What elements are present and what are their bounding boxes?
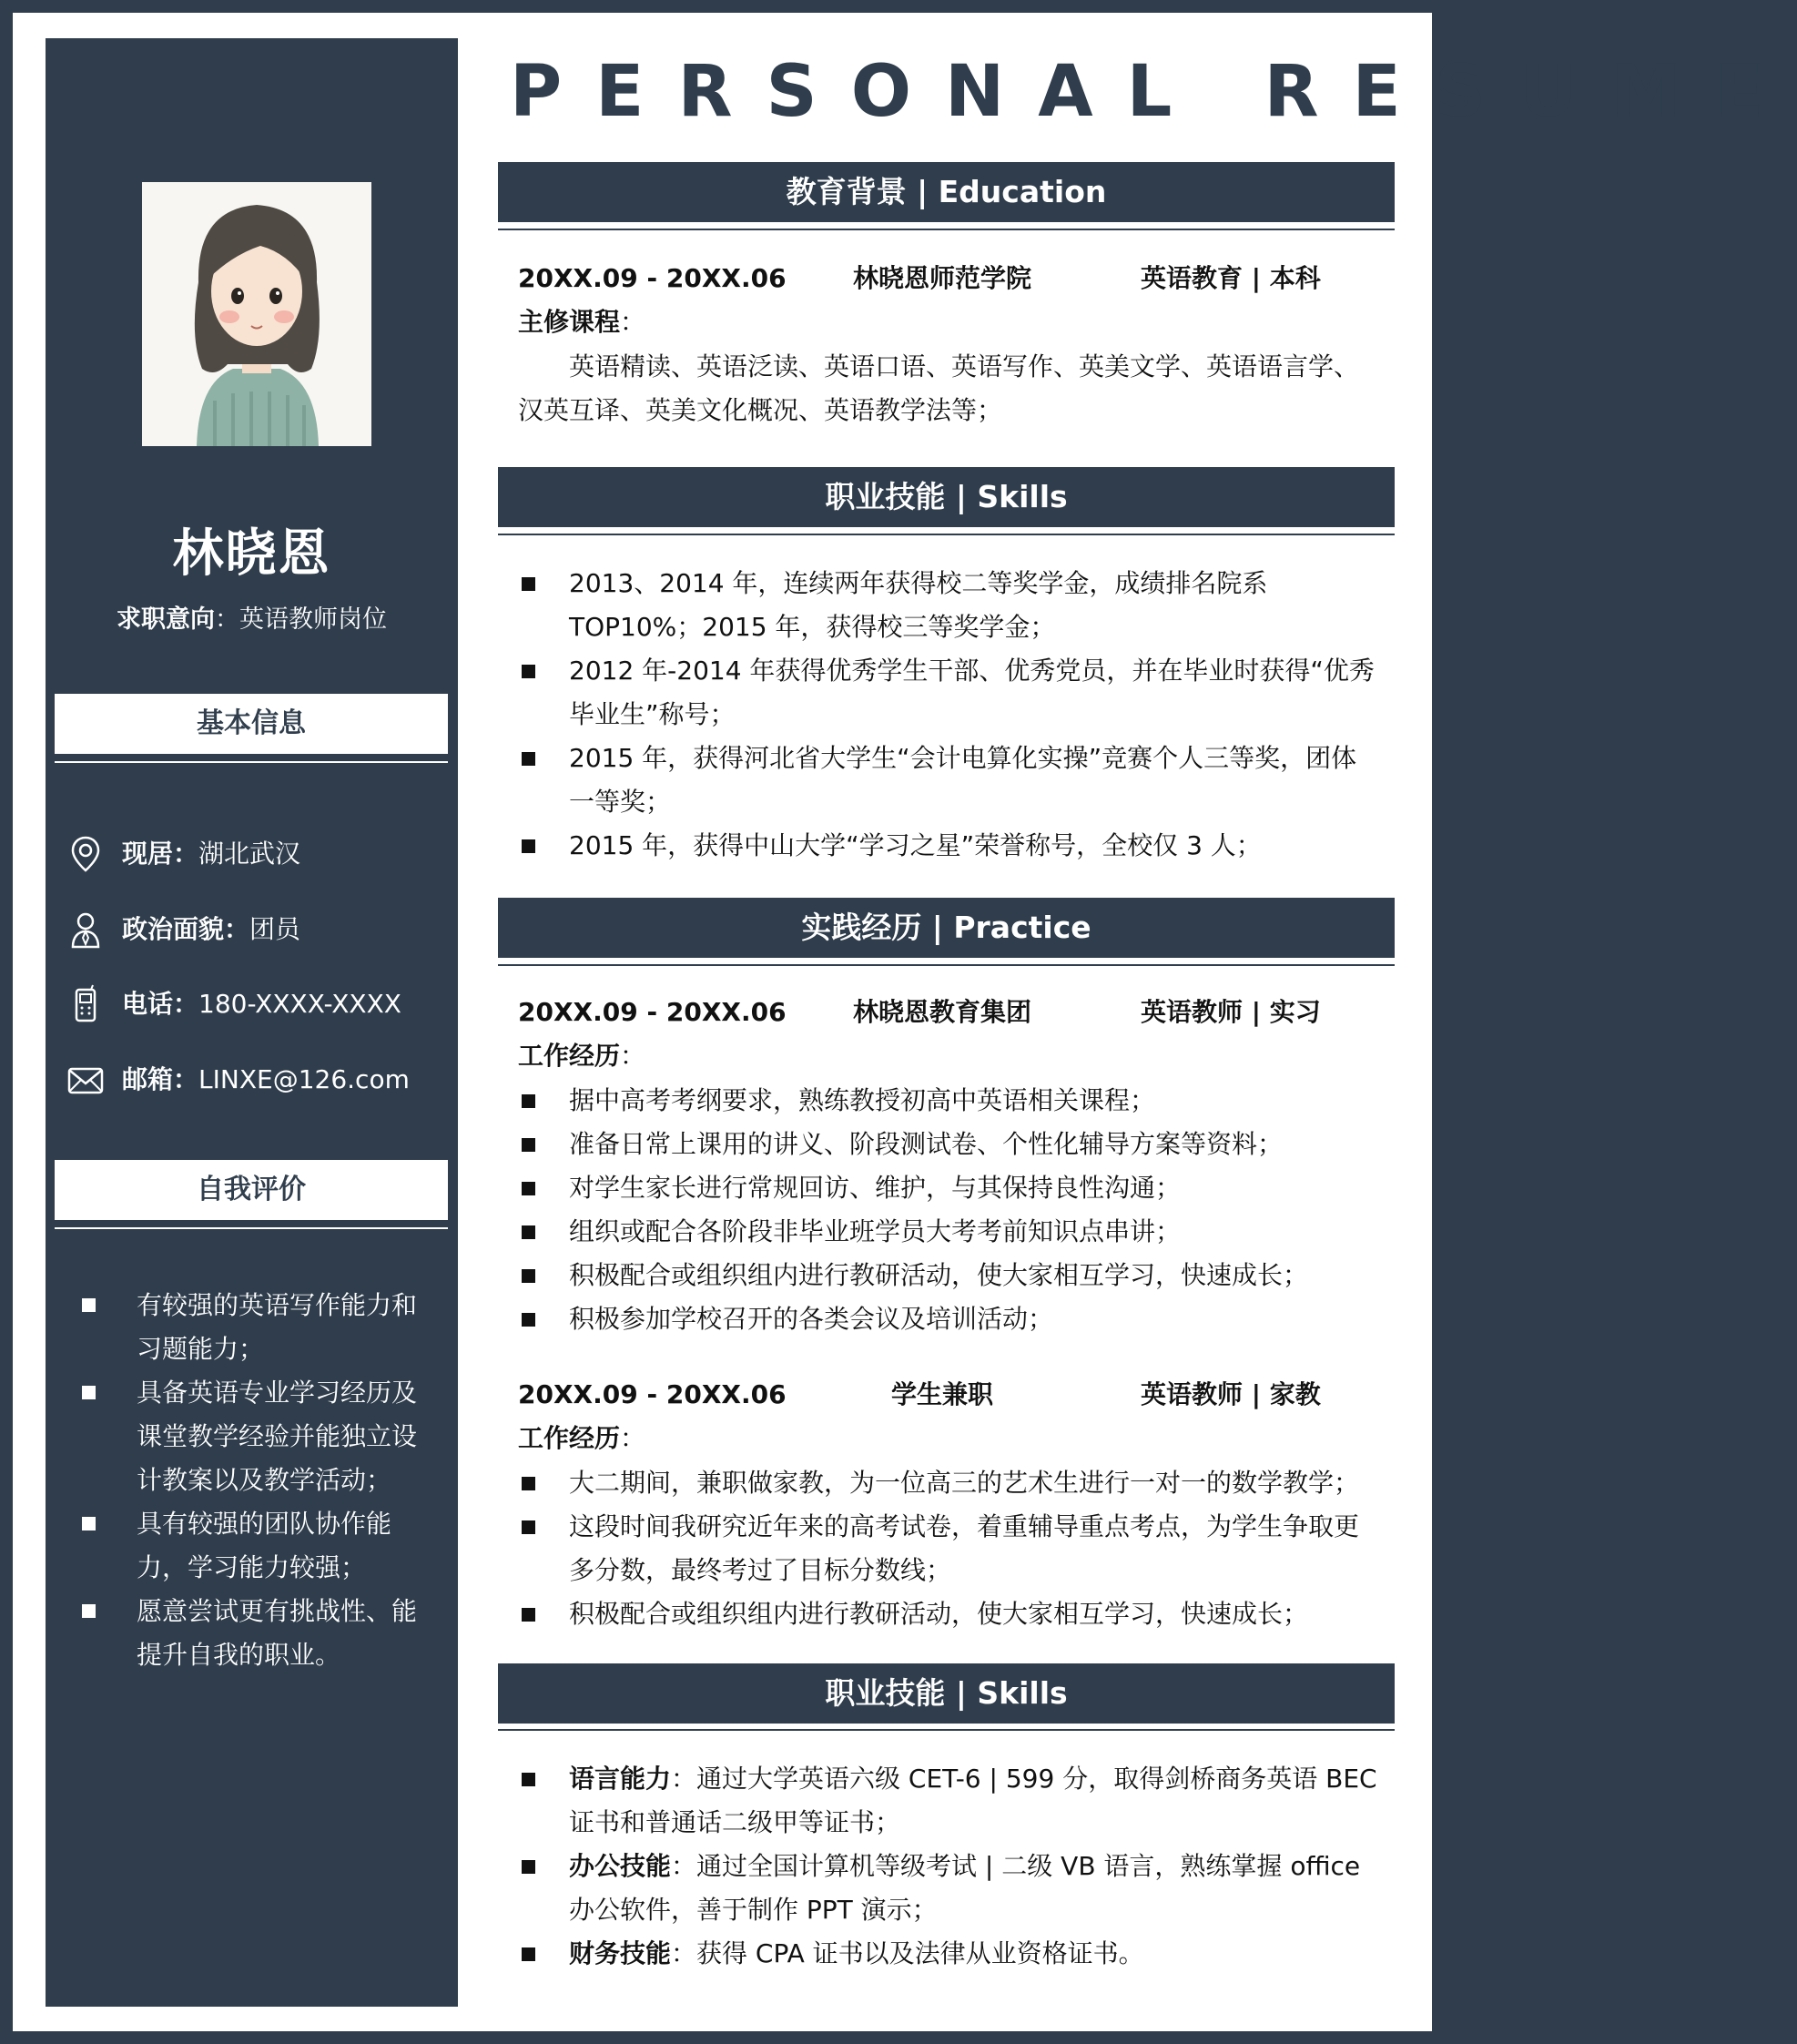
- education-heading: 教育背景 | Education: [498, 162, 1395, 222]
- info-location-value: 湖北武汉: [198, 839, 301, 869]
- avatar-illustration: [142, 182, 371, 446]
- job-list-2: [518, 1461, 1378, 1636]
- courses-text: 英语精读、英语泛读、英语口语、英语写作、英美文学、英语语言学、汉英互译、英美文化概况、英语教学法等；: [518, 351, 1360, 425]
- list-item: 具备英语专业学习经历及课堂教学经验并能独立设计教案以及教学活动；: [82, 1371, 437, 1502]
- list-item: 具有较强的团队协作能力，学习能力较强；: [82, 1502, 437, 1590]
- basic-info-rule: [55, 761, 448, 763]
- list-item: 办公技能：通过全国计算机等级考试 | 二级 VB 语言，熟练掌握 office 办公软件，善于制作 PPT 演示；: [518, 1845, 1378, 1932]
- info-location-label: 现居: [122, 839, 174, 869]
- job-org-1: 林晓恩教育集团: [853, 997, 1032, 1027]
- info-political: 政治面貌 ： 团员: [66, 911, 300, 948]
- education-period: 20XX.09 - 20XX.06: [518, 263, 787, 293]
- list-item: 组织或配合各阶段非毕业班学员大考考前知识点串讲；: [518, 1210, 1378, 1254]
- candidate-name: 林晓恩: [172, 524, 331, 584]
- person-icon: [66, 910, 106, 950]
- list-item: 这段时间我研究近年来的高考试卷，着重辅导重点考点，为学生争取更多分数，最终考过了目标分数线；: [518, 1505, 1378, 1592]
- skill-text: 通过大学英语六级 CET-6 | 599 分，取得剑桥商务英语 BEC 证书和普通话二级甲等证书；: [569, 1764, 1377, 1837]
- list-item: 积极配合或组织组内进行教研活动，使大家相互学习，快速成长；: [518, 1592, 1378, 1636]
- info-email-label: 邮箱: [122, 1064, 174, 1094]
- skills-list-1: [518, 562, 1378, 868]
- info-phone-value: 180-XXXX-XXXX: [198, 989, 401, 1019]
- list-item: 2012 年-2014 年获得优秀学生干部、优秀党员，并在毕业时获得“优秀毕业生”称号；: [518, 649, 1378, 737]
- job-intent-value: 英语教师岗位: [239, 605, 387, 634]
- list-item: 大二期间，兼职做家教，为一位高三的艺术生进行一对一的数学教学；: [518, 1461, 1378, 1505]
- job-org-2: 学生兼职: [891, 1379, 994, 1409]
- job-intent: 求职意向：英语教师岗位: [117, 605, 387, 634]
- list-item: 2015 年，获得中山大学“学习之星”荣誉称号，全校仅 3 人；: [518, 824, 1378, 868]
- job-intent-label: 求职意向: [117, 605, 215, 634]
- list-item: 积极参加学校召开的各类会议及培训活动；: [518, 1297, 1378, 1341]
- job-role-2: 英语教师 | 家教: [1141, 1379, 1321, 1409]
- skills-rule-2: [498, 1729, 1395, 1731]
- job-label-2: 工作经历：: [518, 1423, 646, 1453]
- list-item: 2013、2014 年，连续两年获得校二等奖学金，成绩排名院系 TOP10%；2015 年，获得校三等奖学金；: [518, 562, 1378, 649]
- profile-photo: [142, 182, 371, 446]
- info-political-label: 政治面貌: [122, 914, 225, 944]
- job-role-1: 英语教师 | 实习: [1141, 997, 1321, 1027]
- list-item: 据中高考考纲要求，熟练教授初高中英语相关课程；: [518, 1079, 1378, 1123]
- education-major: 英语教育 | 本科: [1141, 263, 1321, 293]
- skills-list-2: [518, 1757, 1378, 1976]
- list-item: 愿意尝试更有挑战性、能提升自我的职业。: [82, 1590, 437, 1677]
- job-period-1: 20XX.09 - 20XX.06: [518, 997, 787, 1027]
- info-phone: 电话 ： 180-XXXX-XXXX: [66, 986, 401, 1022]
- education-rule: [498, 229, 1395, 230]
- basic-info-heading: 基本信息: [55, 694, 448, 754]
- job-list-1: [518, 1079, 1378, 1341]
- job-label-1: 工作经历：: [518, 1041, 646, 1071]
- skill-text: 通过全国计算机等级考试 | 二级 VB 语言，熟练掌握 office 办公软件，善于制作 PPT 演示；: [569, 1851, 1361, 1925]
- education-meta: [518, 259, 1355, 298]
- list-item: 对学生家长进行常规回访、维护，与其保持良性沟通；: [518, 1166, 1378, 1210]
- self-eval-heading: 自我评价: [55, 1160, 448, 1220]
- resume-title: PERSONAL RESUME: [510, 51, 1797, 133]
- courses-label: 主修课程：: [518, 307, 646, 337]
- list-item: 准备日常上课用的讲义、阶段测试卷、个性化辅导方案等资料；: [518, 1123, 1378, 1166]
- job-period-2: 20XX.09 - 20XX.06: [518, 1379, 787, 1409]
- self-eval-list: [82, 1284, 437, 1677]
- skill-label: 财务技能: [569, 1938, 672, 1968]
- list-item: 财务技能：获得 CPA 证书以及法律从业资格证书。: [518, 1932, 1378, 1976]
- location-icon: [66, 834, 106, 874]
- list-item: 2015 年，获得河北省大学生“会计电算化实操”竞赛个人三等奖，团体一等奖；: [518, 737, 1378, 824]
- practice-rule: [498, 964, 1395, 966]
- skill-label: 语言能力: [569, 1764, 672, 1794]
- skill-label: 办公技能: [569, 1851, 672, 1881]
- sidebar: [46, 38, 458, 2007]
- skill-text: 获得 CPA 证书以及法律从业资格证书。: [696, 1938, 1144, 1968]
- self-eval-rule: [55, 1227, 448, 1229]
- info-email: 邮箱 ： LINXE@126.com: [66, 1062, 410, 1098]
- practice-heading: 实践经历 | Practice: [498, 898, 1395, 958]
- list-item: 有较强的英语写作能力和习题能力；: [82, 1284, 437, 1371]
- list-item: 积极配合或组织组内进行教研活动，使大家相互学习，快速成长；: [518, 1254, 1378, 1297]
- phone-icon: [66, 984, 106, 1024]
- mail-icon: [66, 1060, 106, 1100]
- skills-rule-1: [498, 534, 1395, 535]
- info-email-value: LINXE@126.com: [198, 1064, 410, 1094]
- skills-heading-2: 职业技能 | Skills: [498, 1663, 1395, 1724]
- list-item: 语言能力：通过大学英语六级 CET-6 | 599 分，取得剑桥商务英语 BEC 证书和普通话二级甲等证书；: [518, 1757, 1378, 1845]
- education-school: 林晓恩师范学院: [853, 263, 1032, 293]
- job-meta-1: [518, 993, 1355, 1032]
- skills-heading-1: 职业技能 | Skills: [498, 467, 1395, 527]
- info-location: 现居 ： 湖北武汉: [66, 836, 300, 872]
- job-meta-2: [518, 1376, 1355, 1414]
- info-political-value: 团员: [249, 914, 301, 944]
- info-phone-label: 电话: [122, 989, 174, 1019]
